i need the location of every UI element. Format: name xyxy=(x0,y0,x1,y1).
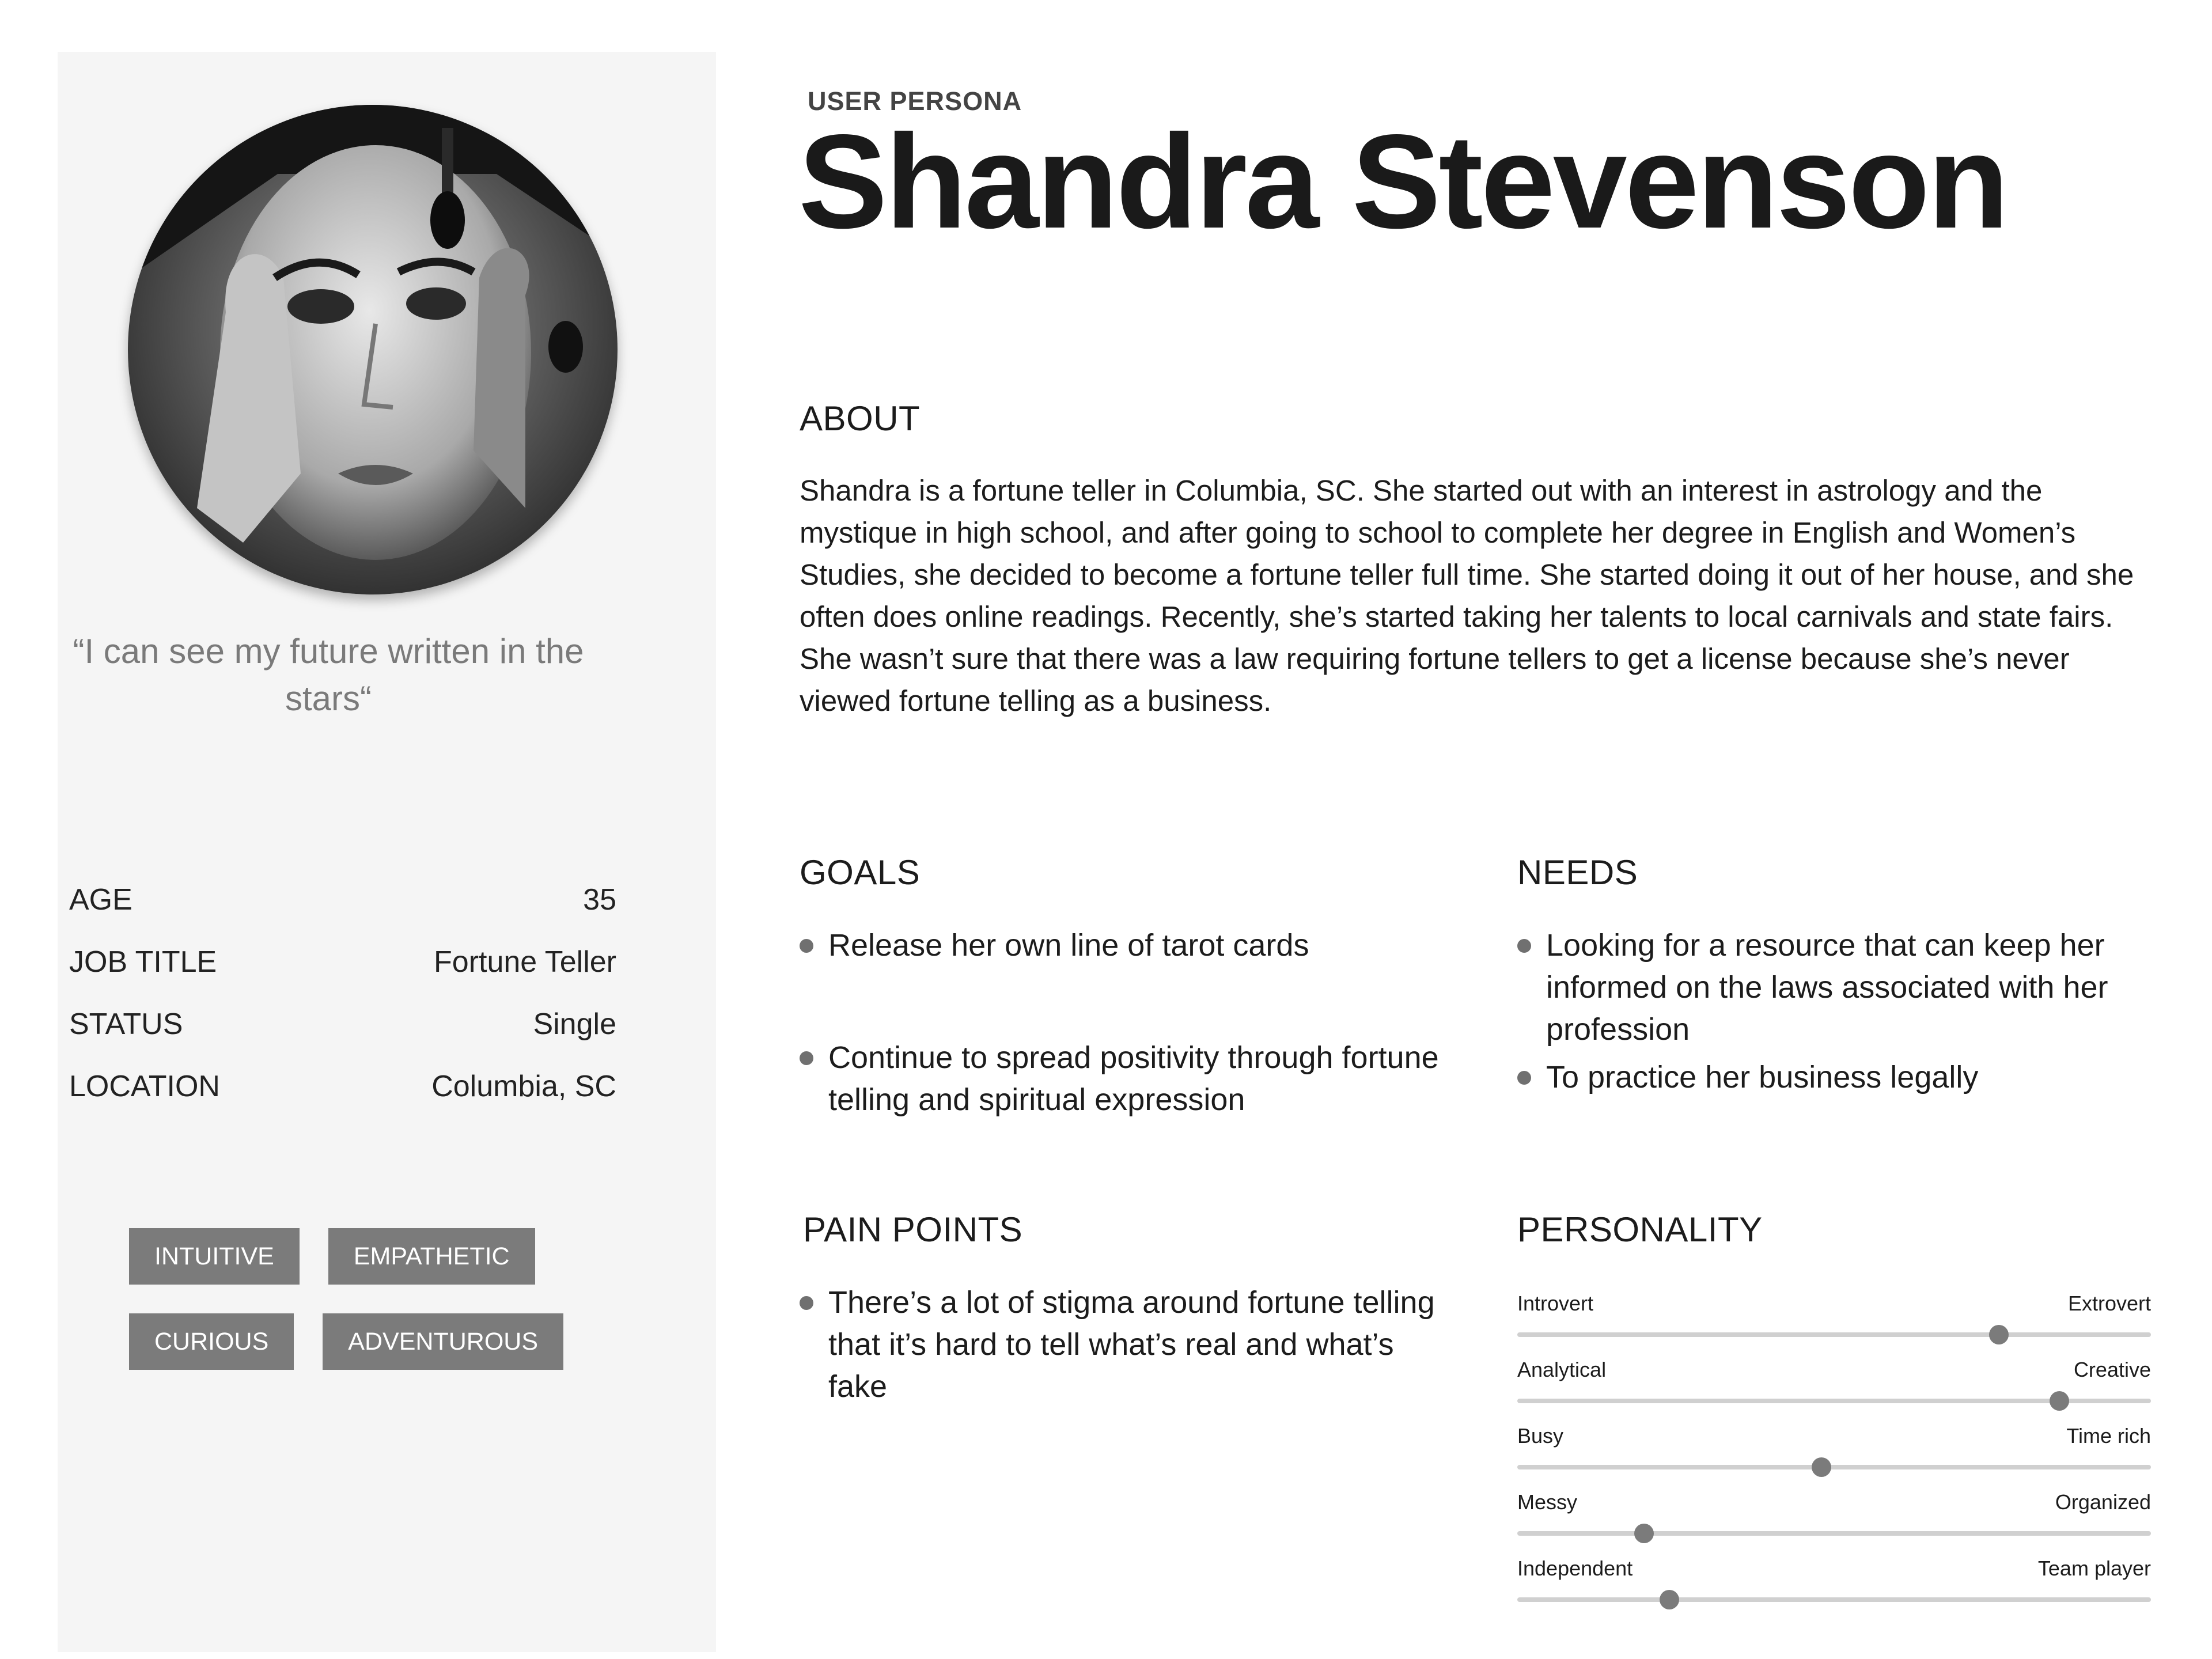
trait-right-label: Team player xyxy=(2037,1556,2151,1580)
about-heading: ABOUT xyxy=(800,399,921,438)
needs-heading: NEEDS xyxy=(1517,853,1638,892)
slider-track xyxy=(1517,1597,2151,1602)
need-item: To practice her business legally xyxy=(1517,1056,2157,1099)
fact-location xyxy=(69,1055,616,1118)
fact-value: Fortune Teller xyxy=(434,945,616,979)
pain-point-item: There’s a lot of stigma around fortune telling that it’s hard to tell what’s real and what’s fake xyxy=(800,1282,1439,1408)
needs-list xyxy=(1517,925,2157,1099)
avatar-portrait-image xyxy=(128,105,618,594)
facts-list xyxy=(69,869,616,1118)
trait-tags xyxy=(129,1228,647,1399)
fact-label: LOCATION xyxy=(69,1070,220,1103)
fact-value: Columbia, SC xyxy=(431,1070,616,1103)
trait-left-label: Independent xyxy=(1517,1556,1633,1580)
trait-busy-time-rich xyxy=(1517,1424,2151,1490)
fact-age xyxy=(69,869,616,931)
fact-status xyxy=(69,993,616,1055)
trait-right-label: Organized xyxy=(2055,1490,2151,1514)
trait-right-label: Creative xyxy=(2073,1358,2151,1381)
about-body: Shandra is a fortune teller in Columbia, SC. She started out with an interest in astrology and the mystique in high school, and after going to school to complete her degree in English and Women’s Studies, she decided to become a fortune teller full time. She started doing it out of her house, and she often does online readings. Recently, she’s started taking her talents to local carnivals and state fairs. She wasn’t sure that there was a law requiring fortune tellers to get a license because she’s never viewed fortune telling as a business. xyxy=(800,474,2134,717)
slider-knob[interactable] xyxy=(1989,1325,2009,1344)
trait-introvert-extrovert xyxy=(1517,1291,2151,1358)
personality-heading: PERSONALITY xyxy=(1517,1210,1763,1249)
tag-intuitive: INTUITIVE xyxy=(129,1228,300,1285)
fact-label: STATUS xyxy=(69,1007,183,1041)
pain-points-heading: PAIN POINTS xyxy=(803,1210,1023,1249)
persona-name: Shandra Stevenson xyxy=(798,107,2007,256)
fact-label: AGE xyxy=(69,883,132,916)
slider-knob[interactable] xyxy=(1660,1590,1679,1609)
personality-sliders xyxy=(1517,1291,2151,1623)
pain-points-list xyxy=(800,1282,1439,1408)
trait-independent-team-player xyxy=(1517,1556,2151,1623)
slider-track xyxy=(1517,1332,2151,1337)
fact-job-title xyxy=(69,931,616,993)
slider-track xyxy=(1517,1465,2151,1469)
persona-quote: “I can see my future written in the stars“ xyxy=(73,632,584,718)
avatar xyxy=(128,105,618,594)
tag-curious: CURIOUS xyxy=(129,1313,294,1370)
slider-track xyxy=(1517,1531,2151,1536)
slider-knob[interactable] xyxy=(1634,1524,1654,1543)
tag-adventurous: ADVENTUROUS xyxy=(323,1313,563,1370)
sidebar-panel xyxy=(58,52,716,1652)
trait-left-label: Introvert xyxy=(1517,1291,1594,1315)
slider-knob[interactable] xyxy=(2050,1391,2069,1411)
goal-item: Continue to spread positivity through fortune telling and spiritual expression xyxy=(800,1037,1479,1121)
trait-messy-organized xyxy=(1517,1490,2151,1556)
trait-left-label: Analytical xyxy=(1517,1358,1607,1381)
need-item: Looking for a resource that can keep her informed on the laws associated with her profession xyxy=(1517,925,2157,1051)
goals-heading: GOALS xyxy=(800,853,921,892)
trait-analytical-creative xyxy=(1517,1358,2151,1424)
fact-value: 35 xyxy=(583,883,616,916)
tag-empathetic: EMPATHETIC xyxy=(328,1228,535,1285)
trait-left-label: Busy xyxy=(1517,1424,1564,1448)
goal-item: Release her own line of tarot cards xyxy=(800,925,1479,967)
fact-value: Single xyxy=(533,1007,616,1041)
slider-knob[interactable] xyxy=(1812,1457,1831,1477)
trait-left-label: Messy xyxy=(1517,1490,1578,1514)
trait-right-label: Extrovert xyxy=(2067,1291,2151,1315)
trait-right-label: Time rich xyxy=(2066,1424,2151,1448)
fact-label: JOB TITLE xyxy=(69,945,217,979)
eyebrow-label: USER PERSONA xyxy=(808,86,1022,116)
goals-list xyxy=(800,925,1479,1121)
